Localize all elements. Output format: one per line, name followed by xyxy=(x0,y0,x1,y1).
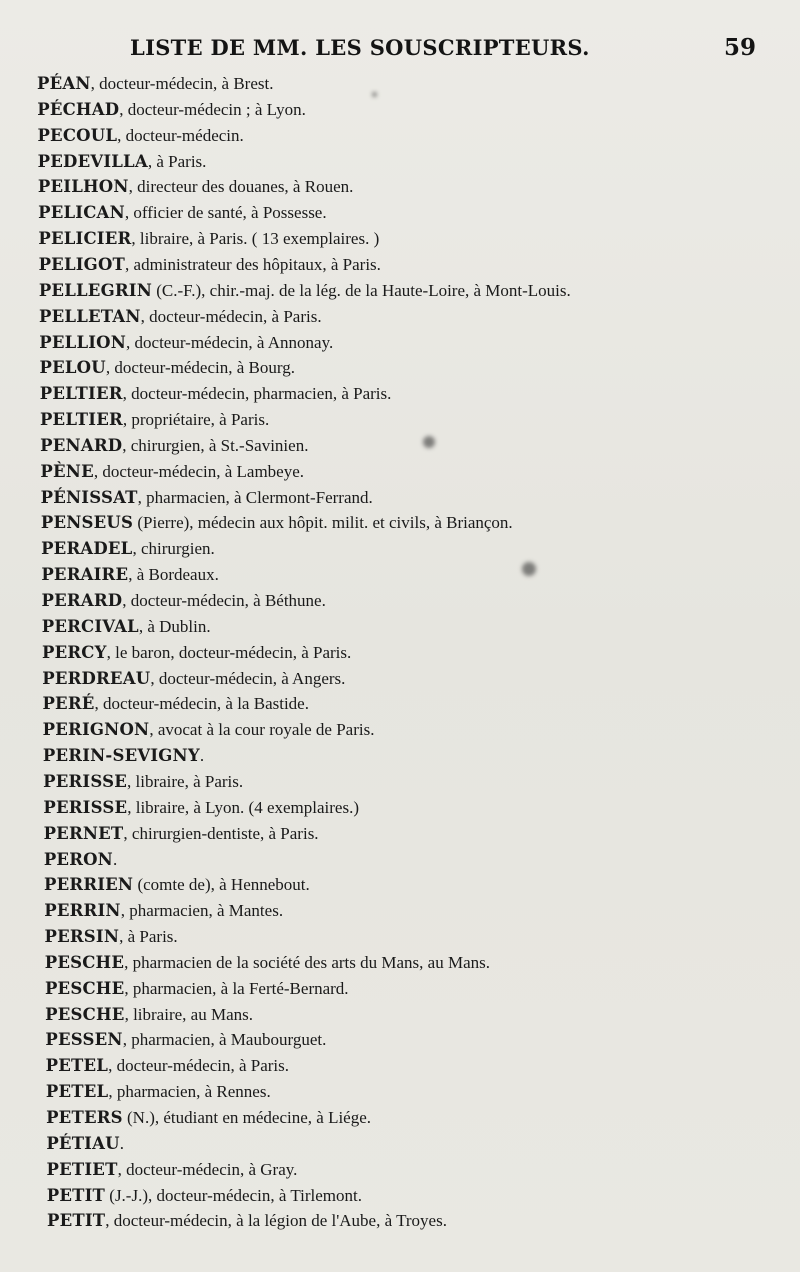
subscriber-description: , chirurgien, à St.-Savinien. xyxy=(122,435,309,455)
subscriber-name: PESCHE xyxy=(45,1004,125,1024)
list-item xyxy=(44,872,310,898)
subscriber-name: PELLEGRIN xyxy=(38,280,152,300)
subscriber-name: PERNET xyxy=(43,823,124,843)
subscriber-description: (J.-J.), docteur-médecin, à Tirlemont. xyxy=(105,1185,362,1205)
list-item xyxy=(43,743,204,769)
list-item xyxy=(39,304,322,330)
subscriber-description: , libraire, à Paris. xyxy=(127,771,244,791)
subscriber-name: PERISSE xyxy=(43,771,127,791)
list-item xyxy=(38,226,379,252)
subscriber-name: PERCY xyxy=(42,642,107,662)
subscriber-description: , docteur-médecin, à Brest. xyxy=(90,74,274,93)
list-item xyxy=(40,381,392,407)
subscriber-name: PESCHE xyxy=(44,978,125,998)
subscriber-description: , docteur-médecin ; à Lyon. xyxy=(119,99,306,119)
list-item xyxy=(45,950,490,976)
subscriber-name: PÉCHAD xyxy=(37,99,120,119)
list-item xyxy=(39,278,571,304)
list-item xyxy=(44,898,283,924)
subscriber-description: , pharmacien, à Rennes. xyxy=(108,1082,271,1102)
page-title: LISTE DE MM. LES SOUSCRIPTEURS. xyxy=(130,35,590,60)
subscriber-name: PÉAN xyxy=(37,74,91,93)
list-item xyxy=(40,355,295,381)
subscriber-description: , chirurgien-dentiste, à Paris. xyxy=(123,823,319,843)
list-item xyxy=(42,588,326,614)
list-item xyxy=(40,459,304,485)
subscriber-description: , directeur des douanes, à Rouen. xyxy=(128,177,354,197)
subscriber-description: . xyxy=(199,746,205,766)
subscriber-description: , libraire, au Mans. xyxy=(124,1004,253,1024)
list-item xyxy=(47,1208,447,1234)
subscriber-description: . xyxy=(119,1133,124,1153)
subscriber-description: , docteur-médecin, à la Bastide. xyxy=(94,694,309,714)
subscriber-description: , docteur-médecin, à la légion de l'Aube, à Troyes. xyxy=(105,1211,447,1231)
subscriber-description: , chirurgien. xyxy=(132,539,215,559)
subscriber-name: PÉNISSAT xyxy=(40,487,138,507)
ink-speck xyxy=(372,92,377,97)
subscriber-description: , docteur-médecin, à Annonay. xyxy=(126,332,334,352)
list-item xyxy=(38,200,326,226)
list-item xyxy=(43,769,243,795)
subscriber-name: PEILHON xyxy=(37,177,129,197)
list-item xyxy=(40,407,269,433)
list-item xyxy=(41,510,513,536)
subscriber-name: PEDEVILLA xyxy=(37,151,148,171)
subscriber-description: , pharmacien de la société des arts du Mans, au Mans. xyxy=(124,952,490,972)
subscriber-name: PESSEN xyxy=(45,1030,123,1050)
subscriber-description: , docteur-médecin, à Paris. xyxy=(108,1056,290,1076)
subscriber-description: , libraire, à Paris. ( 13 exemplaires. ) xyxy=(131,229,380,249)
subscriber-description: , docteur-médecin, à Gray. xyxy=(117,1159,298,1179)
subscriber-name: PESCHE xyxy=(44,952,125,972)
subscriber-description: , pharmacien, à Mantes. xyxy=(120,901,284,921)
list-item xyxy=(37,71,273,97)
list-item xyxy=(45,1027,326,1053)
subscriber-name: PERAIRE xyxy=(41,565,129,585)
subscriber-name: PERISSE xyxy=(43,797,128,817)
subscriber-description: (C.-F.), chir.-maj. de la lég. de la Haute-Loire, à Mont-Louis. xyxy=(151,280,571,300)
list-item xyxy=(46,1131,124,1157)
subscriber-name: PELLION xyxy=(39,332,127,352)
page-number: 59 xyxy=(723,34,756,61)
list-item xyxy=(45,976,349,1002)
list-item xyxy=(44,821,319,847)
subscriber-name: PERCIVAL xyxy=(41,616,139,636)
subscriber-name: PENARD xyxy=(40,435,123,455)
list-item xyxy=(43,717,375,743)
subscriber-description: , docteur-médecin, pharmacien, à Paris. xyxy=(122,384,392,404)
subscriber-description: , docteur-médecin. xyxy=(117,125,244,145)
list-item xyxy=(40,433,308,459)
subscriber-description: . xyxy=(112,849,118,869)
subscriber-description: , docteur-médecin, à Béthune. xyxy=(122,591,326,610)
list-item xyxy=(46,1105,371,1131)
subscriber-description: , le baron, docteur-médecin, à Paris. xyxy=(106,642,352,662)
list-item xyxy=(37,123,243,149)
subscriber-description: , propriétaire, à Paris. xyxy=(122,410,270,430)
list-item xyxy=(42,614,211,640)
subscriber-description: , docteur-médecin, à Paris. xyxy=(140,306,322,326)
subscriber-name: PERADEL xyxy=(41,539,133,559)
subscriber-description: , avocat à la cour royale de Paris. xyxy=(149,720,375,740)
running-head xyxy=(0,32,800,66)
subscriber-description: , pharmacien, à la Ferté-Bernard. xyxy=(124,978,349,998)
subscriber-description: , à Dublin. xyxy=(138,616,211,636)
subscriber-description: , à Bordeaux. xyxy=(128,565,219,585)
ink-speck xyxy=(423,436,435,448)
subscriber-description: (N.), étudiant en médecine, à Liége. xyxy=(122,1108,372,1127)
subscriber-name: PETIT xyxy=(47,1211,106,1231)
list-item xyxy=(41,562,219,588)
subscriber-description: (comte de), à Hennebout. xyxy=(133,875,310,895)
subscriber-description: , docteur-médecin, à Lambeye. xyxy=(93,461,305,481)
subscriber-name: PETERS xyxy=(46,1108,123,1127)
list-item xyxy=(46,1053,289,1079)
subscriber-description: , pharmacien, à Clermont-Ferrand. xyxy=(137,487,373,507)
subscriber-name: PENSEUS xyxy=(40,513,134,533)
subscriber-name: PETEL xyxy=(45,1082,109,1102)
subscriber-name: PETIT xyxy=(46,1185,106,1205)
subscriber-name: PELIGOT xyxy=(38,254,126,274)
subscriber-description: (Pierre), médecin aux hôpit. milit. et civils, à Briançon. xyxy=(133,513,513,533)
list-item xyxy=(46,1079,271,1105)
subscriber-name: PERRIEN xyxy=(44,875,134,895)
subscriber-description: , docteur-médecin, à Bourg. xyxy=(105,358,295,378)
subscriber-description: , docteur-médecin, à Angers. xyxy=(150,668,346,688)
list-item xyxy=(39,330,333,356)
subscriber-name: PELICIER xyxy=(38,229,132,249)
subscriber-description: , libraire, à Lyon. (4 exemplaires.) xyxy=(127,797,360,817)
subscriber-name: PERDREAU xyxy=(42,668,151,688)
list-item xyxy=(44,847,117,873)
subscriber-name: PERARD xyxy=(41,591,123,610)
subscriber-name: PELOU xyxy=(39,358,106,378)
list-item xyxy=(47,1183,362,1209)
subscriber-description: , administrateur des hôpitaux, à Paris. xyxy=(125,254,381,274)
list-item xyxy=(41,485,373,511)
list-item xyxy=(38,149,207,175)
subscriber-name: PERON xyxy=(43,849,113,869)
subscriber-name: PETIET xyxy=(46,1159,118,1179)
subscriber-name: PERIN-SEVIGNY xyxy=(42,746,200,766)
subscriber-name: PERIGNON xyxy=(42,720,150,740)
subscriber-name: PECOUL xyxy=(37,125,118,145)
subscriber-name: PÉTIAU xyxy=(46,1133,120,1153)
list-item xyxy=(42,666,345,692)
list-item xyxy=(45,1002,253,1028)
subscriber-name: PETEL xyxy=(45,1056,109,1076)
subscriber-name: PERSIN xyxy=(44,927,120,947)
subscriber-description: , officier de santé, à Possesse. xyxy=(124,203,327,223)
list-item xyxy=(42,691,309,717)
subscriber-description: , à Paris. xyxy=(147,151,207,171)
ink-speck xyxy=(522,562,536,576)
list-item xyxy=(41,536,215,562)
list-item xyxy=(47,1157,298,1183)
subscriber-name: PELTIER xyxy=(39,384,123,404)
subscriber-name: PELLETAN xyxy=(39,306,141,326)
subscriber-name: PELICAN xyxy=(38,203,125,223)
list-item xyxy=(39,252,381,278)
subscriber-name: PÈNE xyxy=(40,461,94,481)
subscriber-description: , à Paris. xyxy=(119,927,178,947)
list-item xyxy=(43,795,359,821)
subscriber-description: , pharmacien, à Maubourguet. xyxy=(122,1030,327,1050)
subscriber-name: PERÉ xyxy=(42,694,95,714)
list-item xyxy=(45,924,178,950)
subscriber-name: PELTIER xyxy=(39,410,123,430)
subscriber-name: PERRIN xyxy=(44,901,121,921)
list-item xyxy=(38,174,353,200)
list-item xyxy=(37,97,306,123)
list-item xyxy=(42,640,351,666)
